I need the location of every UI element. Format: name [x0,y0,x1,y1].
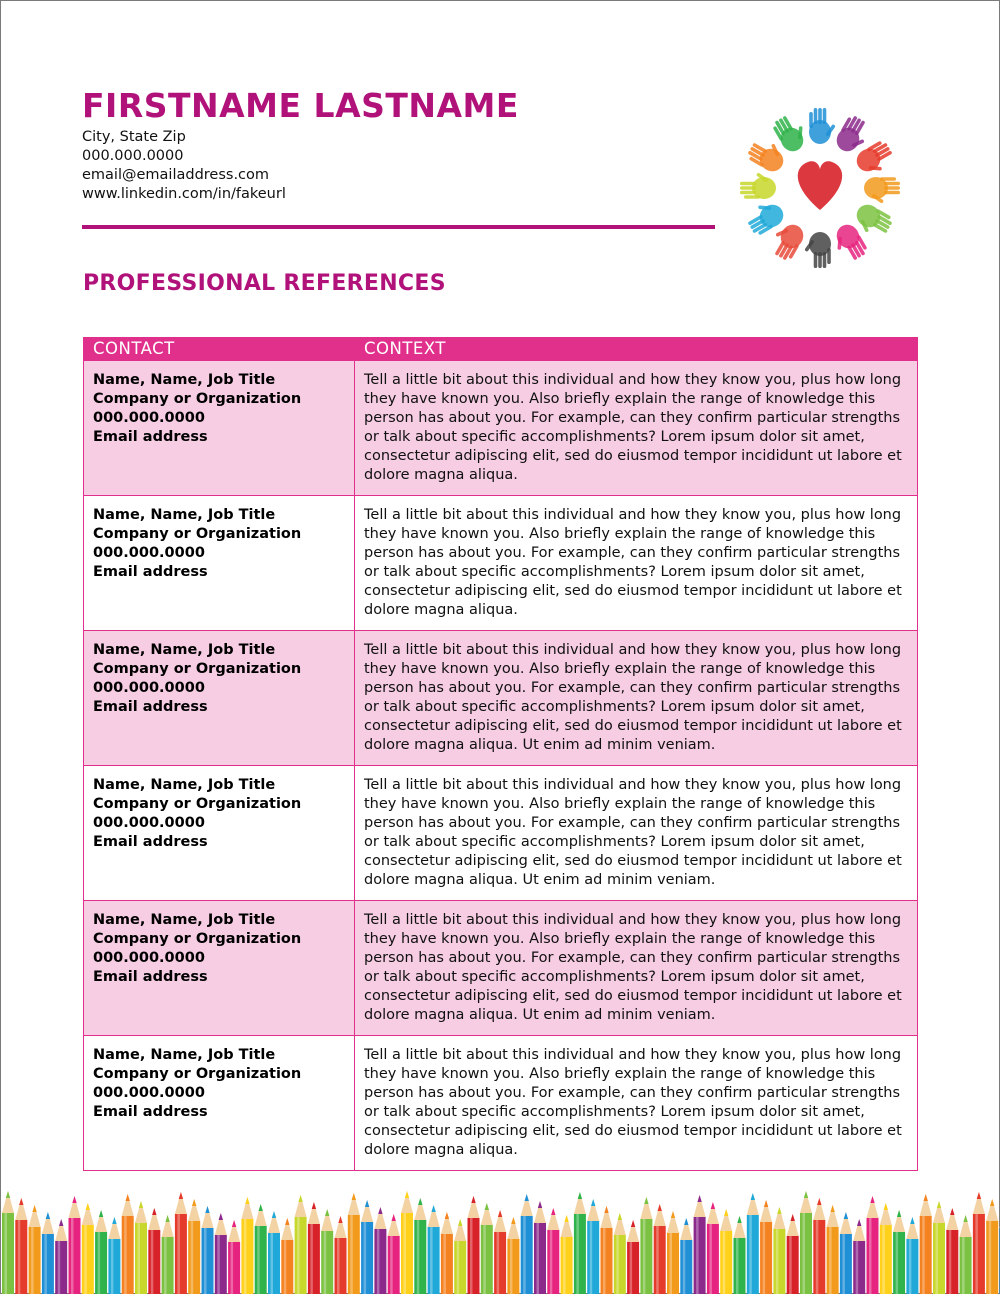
pencil-icon [228,1220,240,1294]
reference-company: Company or Organization [93,391,302,407]
context-cell: Tell a little bit about this individual and how they know you, plus how long they have known you. Also briefly explain the range of knowledge this person has about you. For example, can they confirm particular strengths or talk about specific accomplishments? Lorem ipsum dolor sit amet, consectetur adipiscing elit, sed do eiusmod tempor incididunt ut labore et dolore magna aliqua. [355,361,918,496]
pencil-icon [414,1198,426,1294]
pencil-icon [813,1198,825,1294]
pencil-icon [946,1208,958,1294]
reference-company: Company or Organization [93,1066,302,1082]
pencil-icon [906,1217,918,1294]
pencil-icon [853,1219,865,1294]
pencil-icon [787,1214,799,1294]
pencil-icon [42,1212,54,1294]
pencil-icon [69,1196,81,1294]
reference-name: Name, Name, Job Title [93,1047,276,1063]
pencil-icon [481,1203,493,1294]
contact-cell [84,631,355,766]
pencil-icon [867,1196,879,1294]
reference-email: Email address [93,969,208,985]
header-divider [82,225,715,229]
pencil-icon [614,1213,626,1294]
email: email@emailaddress.com [82,167,270,183]
handprint-icon [864,177,900,204]
context-cell: Tell a little bit about this individual and how they know you, plus how long they have known you. Also briefly explain the range of knowledge this person has about you. For example, can they confirm particular strengths or talk about specific accomplishments? Lorem ipsum dolor sit amet, consectetur adipiscing elit, sed do eiusmod tempor incididunt ut labore et dolore magna aliqua. [355,1036,918,1171]
reference-company: Company or Organization [93,526,302,542]
pencil-icon [534,1201,546,1294]
reference-phone: 000.000.0000 [93,680,205,696]
reference-name: Name, Name, Job Title [93,372,276,388]
table-row [84,496,918,631]
contact-cell [84,901,355,1036]
pencil-icon [162,1215,174,1294]
pencil-icon [667,1211,679,1294]
pencil-icon [361,1200,373,1294]
pencil-icon [108,1217,120,1294]
heart-icon [798,161,842,210]
pencil-icon [454,1219,466,1294]
contact-block [82,128,286,204]
reference-phone: 000.000.0000 [93,815,205,831]
pencil-icon [281,1218,293,1294]
pencil-icon [547,1208,559,1294]
pencil-icon [986,1199,998,1294]
pencil-icon [241,1197,253,1294]
pencil-icon [574,1192,586,1294]
pencil-icon [561,1215,573,1294]
location: City, State Zip [82,129,186,145]
contact-cell [84,496,355,631]
context-cell: Tell a little bit about this individual and how they know you, plus how long they have known you. Also briefly explain the range of knowledge this person has about you. For example, can they confirm particular strengths or talk about specific accomplishments? Lorem ipsum dolor sit amet, consectetur adipiscing elit, sed do eiusmod tempor incididunt ut labore et dolore magna aliqua. Ut enim ad minim veniam. [355,766,918,901]
pencil-icon [587,1199,599,1294]
pencil-icon [680,1218,692,1294]
pencil-icon [827,1205,839,1294]
pencil-icon [734,1216,746,1294]
pencil-icon [135,1201,147,1294]
pencil-icon [654,1204,666,1294]
pencil-icon [348,1193,360,1294]
contact-cell [84,766,355,901]
column-header-contact: CONTACT [84,337,355,361]
pencil-icon [388,1214,400,1294]
pencil-icon [933,1201,945,1294]
pencil-icon [215,1213,227,1294]
pencil-icon [441,1212,453,1294]
linkedin-link[interactable]: www.linkedin.com/in/fakeurl [82,186,286,202]
reference-email: Email address [93,1104,208,1120]
reference-name: Name, Name, Job Title [93,642,276,658]
pencil-icon [880,1203,892,1294]
table-row [84,631,918,766]
pencil-icon [401,1191,413,1294]
reference-name: Name, Name, Job Title [93,912,276,928]
pencil-icon [627,1220,639,1294]
phone: 000.000.0000 [82,148,184,164]
pencil-icon [374,1207,386,1294]
pencil-icon [95,1210,107,1294]
pencil-icon [268,1211,280,1294]
pencil-icon [521,1194,533,1294]
pencil-icon [507,1217,519,1294]
pencil-icon [29,1205,41,1294]
reference-phone: 000.000.0000 [93,545,205,561]
section-heading: PROFESSIONAL REFERENCES [83,271,446,296]
pencil-icon [148,1208,160,1294]
pencil-icon [255,1204,267,1294]
pencil-icon [840,1212,852,1294]
pencil-icon [707,1202,719,1294]
pencil-icon [308,1202,320,1294]
reference-phone: 000.000.0000 [93,950,205,966]
pencil-icon [468,1196,480,1294]
pencil-icon [335,1216,347,1294]
reference-email: Email address [93,429,208,445]
table-row [84,766,918,901]
table-header-row [84,337,918,361]
reference-name: Name, Name, Job Title [93,777,276,793]
context-cell: Tell a little bit about this individual and how they know you, plus how long they have known you. Also briefly explain the range of knowledge this person has about you. For example, can they confirm particular strengths or talk about specific accomplishments? Lorem ipsum dolor sit amet, consectetur adipiscing elit, sed do eiusmod tempor incididunt ut labore et dolore magna aliqua. Ut enim ad minim veniam. [355,631,918,766]
pencil-icon [960,1215,972,1294]
handprint-circle-icon [724,88,916,280]
pencil-icon [973,1192,985,1294]
reference-company: Company or Organization [93,796,302,812]
pencil-icon [893,1210,905,1294]
pencil-icon [773,1207,785,1294]
column-header-context: CONTEXT [355,337,918,361]
reference-company: Company or Organization [93,931,302,947]
reference-email: Email address [93,564,208,580]
pencil-icon [920,1194,932,1294]
table-row [84,1036,918,1171]
pencil-icon [55,1219,67,1294]
contact-cell [84,1036,355,1171]
pencil-icon [188,1199,200,1294]
handprint-icon [804,232,831,268]
reference-phone: 000.000.0000 [93,1085,205,1101]
pencil-icon [295,1195,307,1294]
pencil-icon [2,1191,14,1294]
pencil-icon [601,1206,613,1294]
reference-phone: 000.000.0000 [93,410,205,426]
references-table [83,337,918,1171]
reference-company: Company or Organization [93,661,302,677]
pencil-icon [15,1198,27,1294]
pencil-icon [720,1209,732,1294]
pencil-icon [640,1197,652,1294]
handprint-icon [740,172,776,199]
pencil-icon [321,1209,333,1294]
context-cell: Tell a little bit about this individual and how they know you, plus how long they have known you. Also briefly explain the range of knowledge this person has about you. For example, can they confirm particular strengths or talk about specific accomplishments? Lorem ipsum dolor sit amet, consectetur adipiscing elit, sed do eiusmod tempor incididunt ut labore et dolore magna aliqua. Ut enim ad minim veniam. [355,901,918,1036]
reference-email: Email address [93,834,208,850]
handprint-icon [809,108,836,144]
pencil-icon [694,1195,706,1294]
context-cell: Tell a little bit about this individual and how they know you, plus how long they have known you. Also briefly explain the range of knowledge this person has about you. For example, can they confirm particular strengths or talk about specific accomplishments? Lorem ipsum dolor sit amet, consectetur adipiscing elit, sed do eiusmod tempor incididunt ut labore et dolore magna aliqua. [355,496,918,631]
pencil-icon [175,1192,187,1294]
colored-pencils-border [0,1185,1000,1294]
table-row [84,361,918,496]
pencil-icon [760,1200,772,1294]
contact-cell [84,361,355,496]
reference-name: Name, Name, Job Title [93,507,276,523]
pencil-icon [122,1194,134,1294]
reference-email: Email address [93,699,208,715]
pencil-icon [82,1203,94,1294]
candidate-name: FIRSTNAME LASTNAME [82,86,519,125]
pencil-icon [494,1210,506,1294]
pencil-icon [202,1206,214,1294]
pencil-icon [747,1193,759,1294]
table-row [84,901,918,1036]
pencil-icon [428,1205,440,1294]
pencil-icon [800,1191,812,1294]
